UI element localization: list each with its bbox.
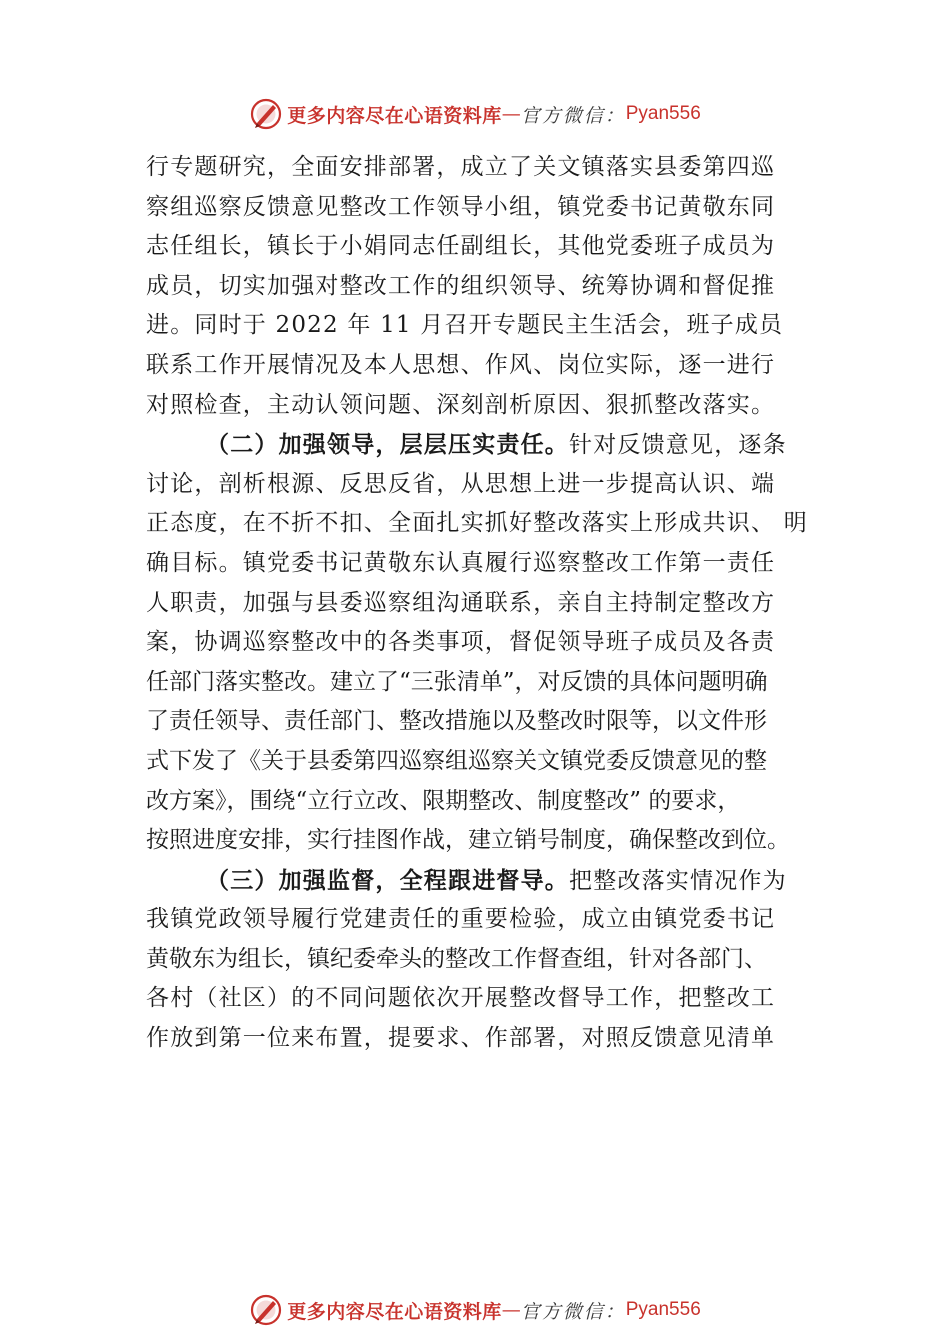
header-banner [0, 94, 950, 134]
pen-seal-icon [249, 97, 283, 131]
text-line: 作放到第一位来布置，提要求、作部署，对照反馈意见清单 [146, 1025, 776, 1052]
text-line: 按照进度安排，实行挂图作战，建立销号制度，确保整改到位。 [146, 827, 790, 854]
text-line: 进。同时于 2022 年 11 月召开专题民主生活会，班子成员 [146, 312, 784, 339]
banner-dash: — [501, 1299, 521, 1321]
section-heading: （三）加强监督，全程跟进督导。 [206, 866, 569, 894]
section-heading: （二）加强领导，层层压实责任。 [206, 431, 569, 459]
banner-brand: 更多内容尽在心语资料库 [287, 104, 502, 127]
banner-official: 官方微信： [520, 104, 626, 127]
text-line: 志任组长，镇长于小娟同志任副组长，其他党委班子成员为 [146, 233, 776, 260]
banner-official: 官方微信： [520, 1300, 626, 1323]
banner-brand: 更多内容尽在心语资料库 [287, 1300, 502, 1323]
text-line: 行专题研究，全面安排部署，成立了关文镇落实县委第四巡 [146, 154, 776, 180]
pen-seal-icon [249, 1293, 283, 1327]
text-line: 对照检查，主动认领问题、深刻剖析原因、狠抓整改落实。 [146, 391, 776, 418]
text-line: 各村（社区）的不同问题依次开展整改督导工作，把整改工 [146, 985, 776, 1012]
banner-dash: — [501, 103, 521, 125]
footer-banner [0, 1290, 950, 1330]
section-heading-line [146, 861, 826, 901]
text-line: 改方案》，围绕“立行立改、限期整改、制度整改” 的要求， [146, 787, 741, 814]
text-line: 成员，切实加强对整改工作的组织领导、统筹协调和督促推 [146, 272, 776, 299]
text-line: 式下发了《关于县委第四巡察组巡察关文镇党委反馈意见的整 [146, 747, 767, 774]
text-line: 正态度，在不折不扣、全面扎实抓好整改落实上形成共识、 明 [146, 510, 808, 537]
text-line: 人职责，加强与县委巡察组沟通联系，亲自主持制定整改方 [146, 589, 776, 616]
banner-wechat-id: Pyan556 [625, 103, 701, 124]
text-line: 我镇党政领导履行党建责任的重要检验，成立由镇党委书记 [146, 906, 776, 933]
text-line: 确目标。镇党委书记黄敬东认真履行巡察整改工作第一责任 [146, 549, 776, 576]
text-line: 任部门落实整改。建立了“三张清单”，对反馈的具体问题明确 [146, 668, 768, 695]
text-line: 黄敬东为组长，镇纪委牵头的整改工作督查组，针对各部门、 [146, 945, 767, 972]
text-line: 了责任领导、责任部门、整改措施以及整改时限等，以文件形 [146, 708, 767, 735]
text-line: 讨论，剖析根源、反思反省，从思想上进一步提高认识、端 [146, 470, 776, 497]
text-line: 针对反馈意见，逐条 [569, 432, 787, 459]
text-line: 联系工作开展情况及本人思想、作风、岗位实际，逐一进行 [146, 351, 776, 378]
text-line: 把整改落实情况作为 [569, 867, 787, 894]
document-body [146, 148, 826, 1059]
text-line: 察组巡察反馈意见整改工作领导小组，镇党委书记黄敬东同 [146, 193, 776, 220]
banner-wechat-id: Pyan556 [625, 1299, 701, 1320]
text-line: 案，协调巡察整改中的各类事项，督促领导班子成员及各责 [146, 629, 776, 656]
section-heading-line [146, 425, 826, 465]
